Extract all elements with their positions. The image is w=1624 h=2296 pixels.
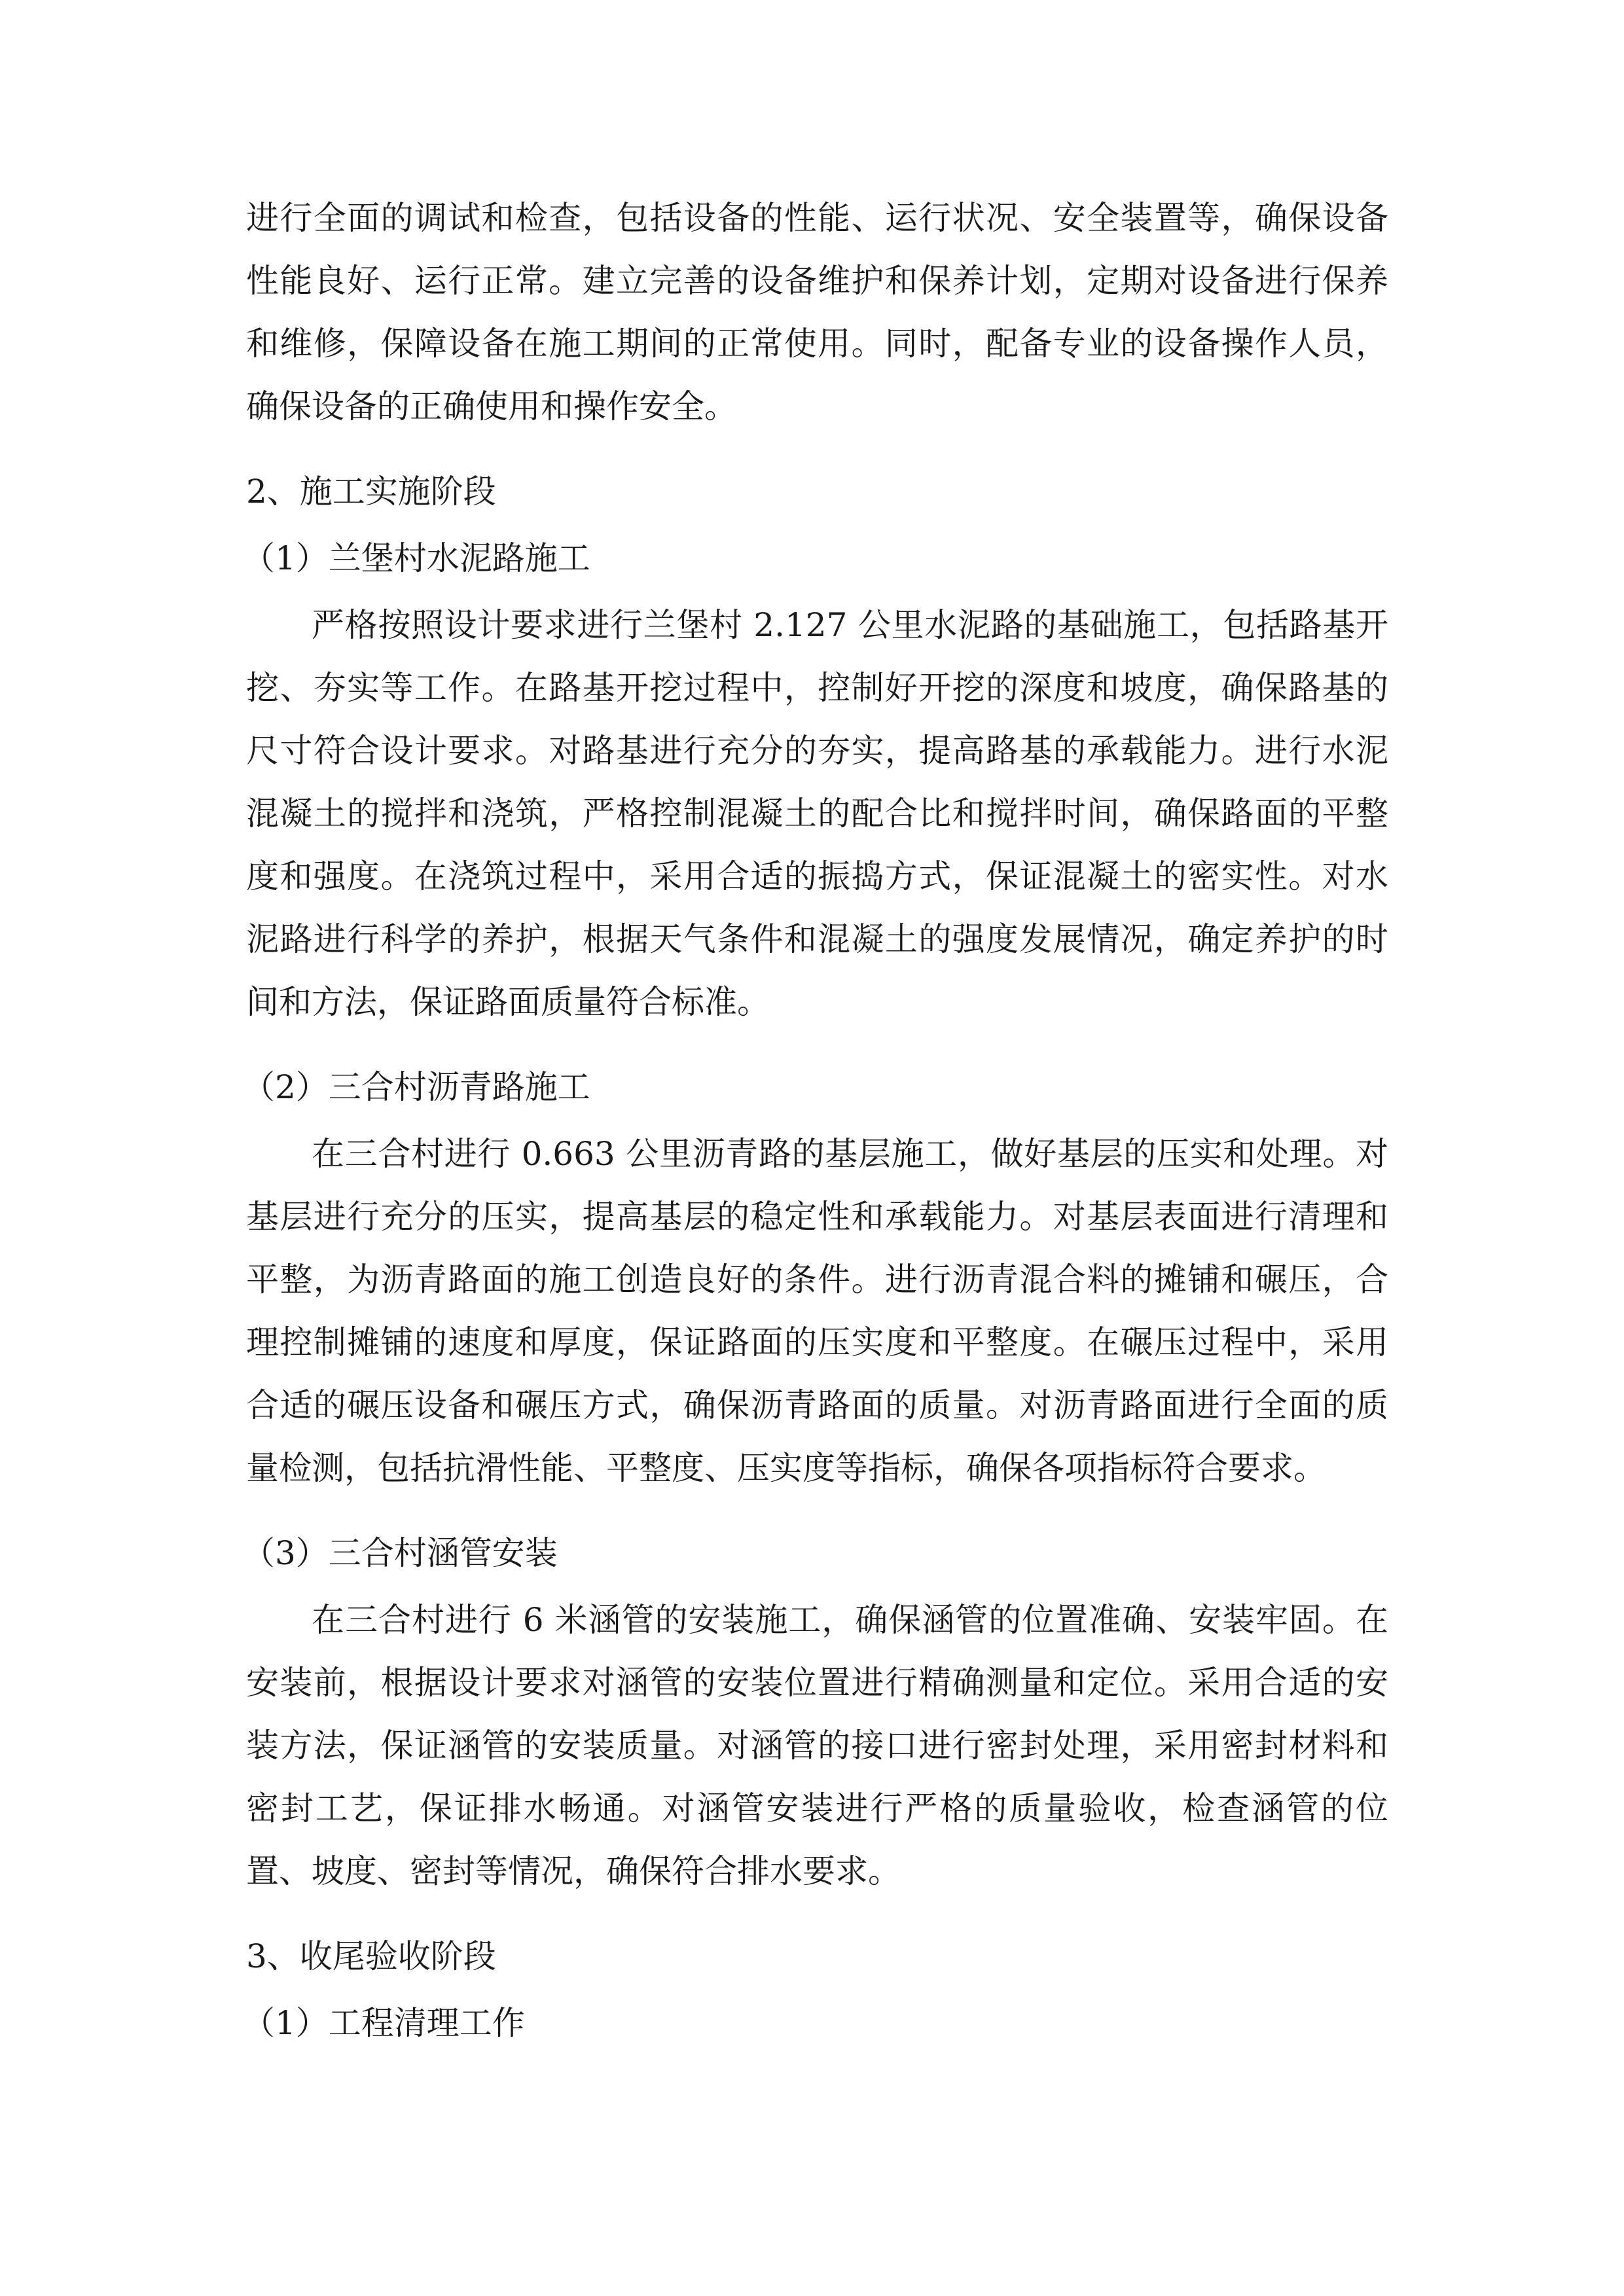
- section-2-heading: 2、施工实施阶段: [246, 473, 496, 511]
- section-2-item-2-body: 在三合村进行 0.663 公里沥青路的基层施工，做好基层的压实和处理。对基层进行充分的压实，提高基层的稳定性和承载能力。对基层表面进行清理和平整，为沥青路面的施工创造良好的条件。进行沥青混合料的摊铺和碾压，合理控制摊铺的速度和厚度，保证路面的压实度和平整度。在碾压过程中，采用合适的碾压设备和碾压方式，确保沥青路面的质量。对沥青路面进行全面的质量检测，包括抗滑性能、平整度、压实度等指标，确保各项指标符合要求。: [246, 1135, 1388, 1487]
- document-page: [242, 187, 1388, 2054]
- intro-paragraph: 进行全面的调试和检查，包括设备的性能、运行状况、安全装置等，确保设备性能良好、运行正常。建立完善的设备维护和保养计划，定期对设备进行保养和维修，保障设备在施工期间的正常使用。同时，配备专业的设备操作人员，确保设备的正确使用和操作安全。: [246, 199, 1388, 425]
- section-2-item-2-heading: （2）三合村沥青路施工: [242, 1068, 590, 1106]
- section-3-heading: 3、收尾验收阶段: [246, 1937, 496, 1975]
- section-2-item-3-body: 在三合村进行 6 米涵管的安装施工，确保涵管的位置准确、安装牢固。在安装前，根据设计要求对涵管的安装位置进行精确测量和定位。采用合适的安装方法，保证涵管的安装质量。对涵管的接口进行密封处理，采用密封材料和密封工艺，保证排水畅通。对涵管安装进行严格的质量验收，检查涵管的位置、坡度、密封等情况，确保符合排水要求。: [246, 1601, 1388, 1890]
- section-2-item-1-heading: （1）兰堡村水泥路施工: [242, 539, 590, 577]
- section-2-item-1-body: 严格按照设计要求进行兰堡村 2.127 公里水泥路的基础施工，包括路基开挖、夯实等工作。在路基开挖过程中，控制好开挖的深度和坡度，确保路基的尺寸符合设计要求。对路基进行充分的夯实，提高路基的承载能力。进行水泥混凝土的搅拌和浇筑，严格控制混凝土的配合比和搅拌时间，确保路面的平整度和强度。在浇筑过程中，采用合适的振捣方式，保证混凝土的密实性。对水泥路进行科学的养护，根据天气条件和混凝土的强度发展情况，确定养护的时间和方法，保证路面质量符合标准。: [246, 606, 1388, 1021]
- section-3-item-1-heading: （1）工程清理工作: [242, 2004, 525, 2042]
- section-2-item-3-heading: （3）三合村涵管安装: [242, 1534, 558, 1572]
